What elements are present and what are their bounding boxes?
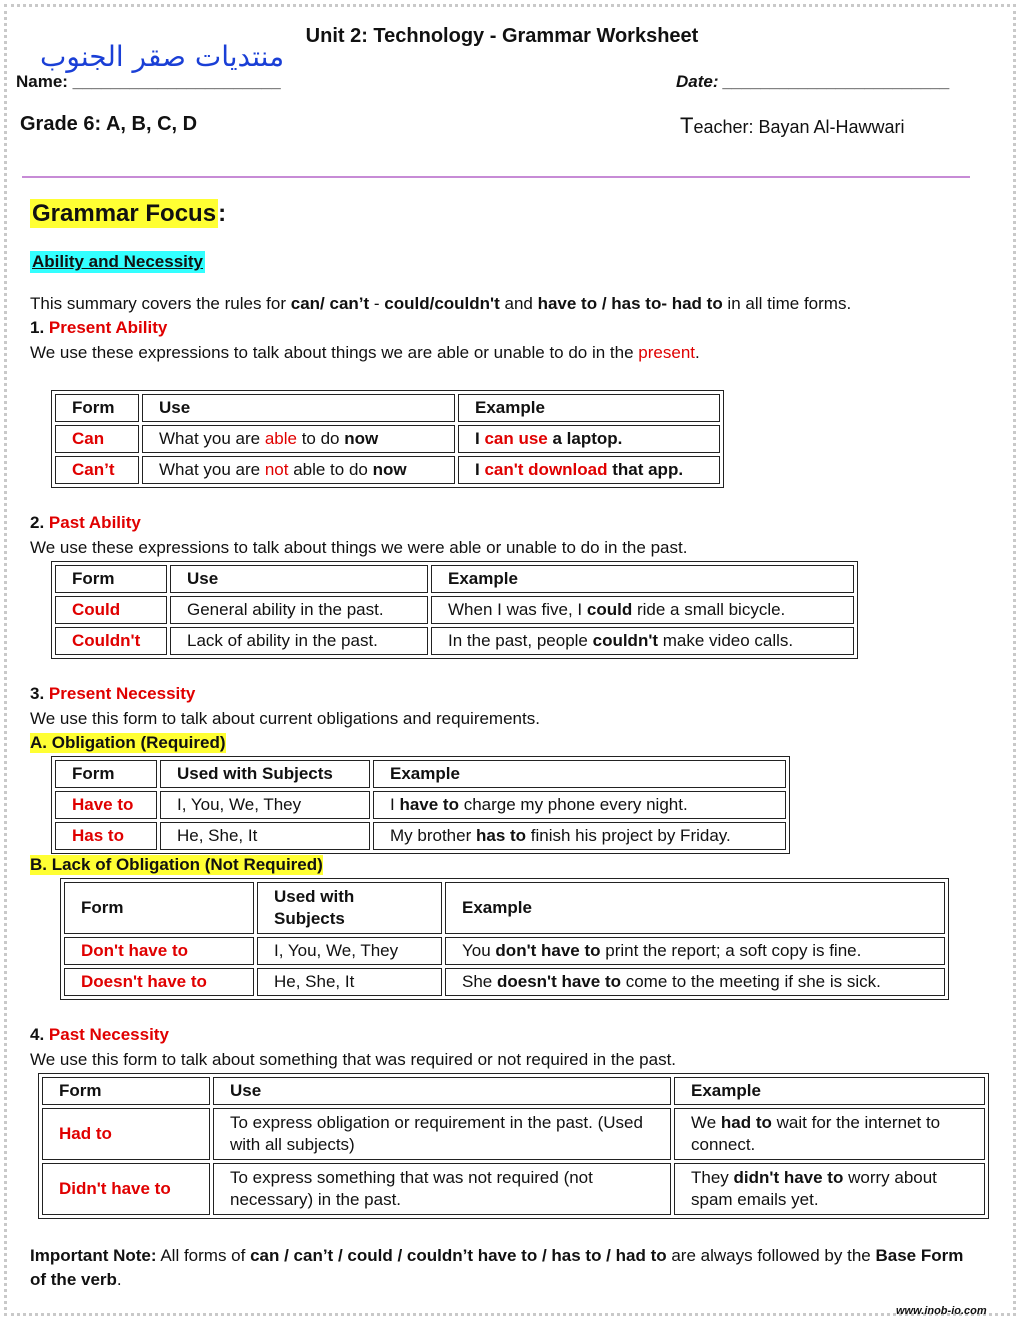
example-cell: I have to charge my phone every night.: [373, 791, 786, 819]
use-cell: What you are able to do now: [142, 425, 455, 453]
name-field: Name: ______________________: [16, 72, 281, 91]
table-header-row: [55, 565, 854, 593]
example-cell: My brother has to finish his project by Friday.: [373, 822, 786, 850]
use-cell: General ability in the past.: [170, 596, 428, 624]
footer-url: www.inob-io.com: [896, 1305, 987, 1317]
summary-text: This summary covers the rules for can/ can’t - could/couldn't and have to / has to- had to in all time forms.: [30, 294, 852, 313]
example-cell: When I was five, I could ride a small bicycle.: [431, 596, 854, 624]
table-row: [42, 1108, 985, 1160]
table-row: [64, 968, 945, 996]
important-note: Important Note: All forms of can / can’t / could / couldn’t have to / has to / had to are always followed by the Base Form of the verb.: [30, 1246, 964, 1289]
form-cell: Had to: [42, 1108, 210, 1160]
grade-label: Grade 6: A, B, C, D: [20, 113, 198, 135]
worksheet-title: Unit 2: Technology - Grammar Worksheet: [305, 25, 699, 47]
form-cell: Don't have to: [64, 937, 254, 965]
header-cell: Example: [431, 565, 854, 593]
table-row: [64, 937, 945, 965]
header-cell: Use: [170, 565, 428, 593]
header-cell: Form: [64, 882, 254, 934]
subjects-cell: He, She, It: [160, 822, 370, 850]
section-1-description: We use these expressions to talk about things we are able or unable to do in the present.: [30, 343, 700, 362]
use-cell: Lack of ability in the past.: [170, 627, 428, 655]
table-header-row: [64, 882, 945, 934]
header-cell: Form: [55, 565, 167, 593]
header-divider: [22, 176, 970, 178]
header-cell: Example: [674, 1077, 985, 1105]
form-cell: Can: [55, 425, 139, 453]
header-cell: Used with Subjects: [160, 760, 370, 788]
example-cell: I can't download that app.: [458, 456, 720, 484]
section-3-heading: 3. Present Necessity: [30, 684, 196, 703]
header-cell: Used with Subjects: [257, 882, 442, 934]
lack-of-obligation-table: [60, 878, 949, 1000]
table-row: [55, 822, 786, 850]
header-cell: Example: [373, 760, 786, 788]
use-cell: To express something that was not required (not necessary) in the past.: [213, 1163, 671, 1215]
header-cell: Use: [213, 1077, 671, 1105]
table-row: [55, 627, 854, 655]
table-header-row: [55, 394, 720, 422]
forum-watermark: منتديات صقر الجنوب: [40, 40, 285, 73]
ability-necessity-subheading: Ability and Necessity: [32, 252, 204, 271]
use-cell: What you are not able to do now: [142, 456, 455, 484]
form-cell: Didn't have to: [42, 1163, 210, 1215]
lack-of-obligation-heading: B. Lack of Obligation (Not Required): [30, 855, 323, 874]
table-row: [55, 456, 720, 484]
table-header-row: [42, 1077, 985, 1105]
table-header-row: [55, 760, 786, 788]
table-row: [42, 1163, 985, 1215]
section-2-description: We use these expressions to talk about things we were able or unable to do in the past.: [30, 538, 688, 557]
past-ability-table: [51, 561, 858, 659]
obligation-heading: A. Obligation (Required): [30, 733, 226, 752]
past-necessity-table: [38, 1073, 989, 1219]
section-2-heading: 2. Past Ability: [30, 513, 141, 532]
form-cell: Couldn't: [55, 627, 167, 655]
example-cell: I can use a laptop.: [458, 425, 720, 453]
subjects-cell: I, You, We, They: [257, 937, 442, 965]
form-cell: Has to: [55, 822, 157, 850]
grammar-focus-heading: Grammar Focus:: [32, 200, 227, 227]
example-cell: She doesn't have to come to the meeting if she is sick.: [445, 968, 945, 996]
form-cell: Could: [55, 596, 167, 624]
date-field: Date: ________________________: [676, 72, 951, 91]
header-cell: Form: [55, 394, 139, 422]
form-cell: Can’t: [55, 456, 139, 484]
example-cell: They didn't have to worry about spam emails yet.: [674, 1163, 985, 1215]
subjects-cell: I, You, We, They: [160, 791, 370, 819]
present-ability-table: [51, 390, 724, 488]
obligation-table: [51, 756, 790, 854]
table-row: [55, 596, 854, 624]
use-cell: To express obligation or requirement in the past. (Used with all subjects): [213, 1108, 671, 1160]
table-row: [55, 791, 786, 819]
example-cell: We had to wait for the internet to connect.: [674, 1108, 985, 1160]
subjects-cell: He, She, It: [257, 968, 442, 996]
section-4-heading: 4. Past Necessity: [30, 1025, 169, 1044]
section-4-description: We use this form to talk about something that was required or not required in the past.: [30, 1050, 677, 1069]
header-cell: Example: [458, 394, 720, 422]
section-3-description: We use this form to talk about current obligations and requirements.: [30, 709, 540, 728]
header-cell: Example: [445, 882, 945, 934]
header-cell: Form: [55, 760, 157, 788]
example-cell: In the past, people couldn't make video calls.: [431, 627, 854, 655]
form-cell: Have to: [55, 791, 157, 819]
header-cell: Form: [42, 1077, 210, 1105]
section-1-heading: 1. Present Ability: [30, 318, 168, 337]
form-cell: Doesn't have to: [64, 968, 254, 996]
header-cell: Use: [142, 394, 455, 422]
table-row: [55, 425, 720, 453]
teacher-label: Teacher: Bayan Al-Hawwari: [680, 113, 905, 138]
example-cell: You don't have to print the report; a soft copy is fine.: [445, 937, 945, 965]
